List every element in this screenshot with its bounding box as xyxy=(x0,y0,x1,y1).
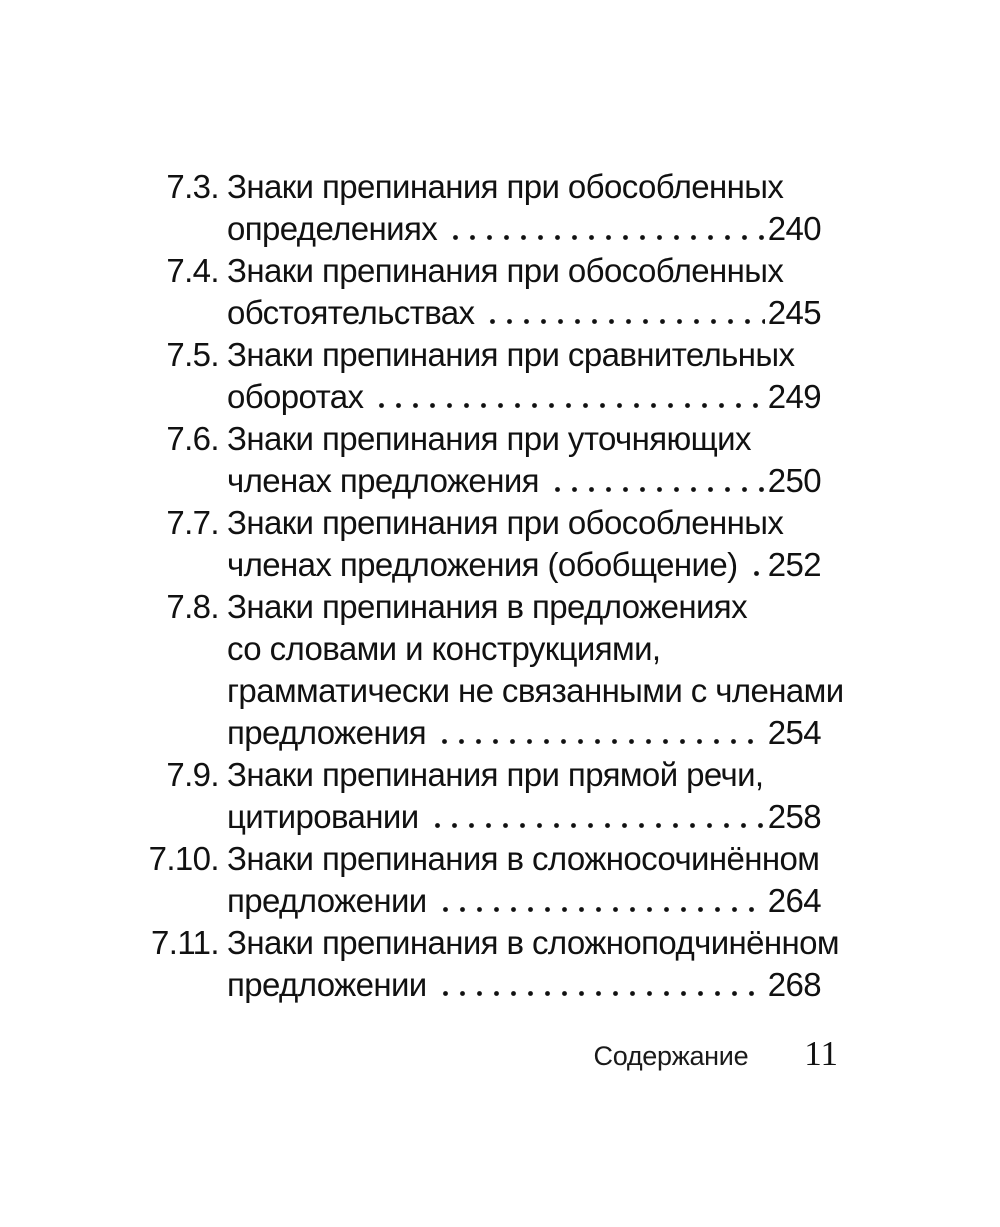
toc-entry-page-number: 264 xyxy=(767,882,821,919)
toc-list xyxy=(145,166,844,1006)
toc-entry-line xyxy=(145,712,821,754)
toc-entry-title-line: Знаки препинания при обособленных xyxy=(227,504,784,541)
toc-entry-line xyxy=(145,796,821,838)
toc-entry-title-line: предложении xyxy=(227,882,427,919)
dot-leader xyxy=(368,376,764,418)
toc-entry-line xyxy=(145,418,821,460)
toc-entry-line xyxy=(145,376,821,418)
toc-entry-page-number: 252 xyxy=(767,546,821,583)
toc-entry xyxy=(145,250,821,334)
page-footer xyxy=(0,1034,838,1074)
toc-entry-line xyxy=(145,754,821,796)
toc-entry-number: 7.3. xyxy=(166,168,219,205)
dot-leader xyxy=(431,712,765,754)
footer-page-number: 11 xyxy=(804,1034,838,1073)
dot-leader xyxy=(743,544,765,586)
toc-entry-line xyxy=(145,250,821,292)
dot-leader xyxy=(432,880,765,922)
toc-entry-number: 7.11. xyxy=(151,924,219,961)
toc-entry-line xyxy=(145,460,821,502)
dot-leader xyxy=(432,964,765,1006)
toc-entry-page-number: 250 xyxy=(767,462,821,499)
toc-entry-number: 7.5. xyxy=(166,336,219,373)
toc-entry-title-line: предложения xyxy=(227,714,427,751)
toc-entry-title-line: грамматически не связанными с членами xyxy=(227,672,844,709)
toc-entry xyxy=(145,334,821,418)
toc-entry-line xyxy=(145,586,821,628)
toc-entry-title-line: Знаки препинания в сложносочинённом xyxy=(227,840,820,877)
toc-entry xyxy=(145,166,821,250)
toc-entry-line xyxy=(145,166,821,208)
dot-leader xyxy=(442,208,765,250)
toc-entry-title-line: Знаки препинания при обособленных xyxy=(227,252,784,289)
toc-entry-line xyxy=(145,922,840,964)
toc-entry-title-line: Знаки препинания при прямой речи, xyxy=(227,756,764,793)
toc-entry-page-number: 245 xyxy=(767,294,821,331)
toc-entry-line xyxy=(145,544,821,586)
dot-leader xyxy=(479,292,764,334)
toc-entry-title-line: оборотах xyxy=(227,378,364,415)
toc-entry-page-number: 240 xyxy=(767,210,821,247)
toc-entry-number: 7.8. xyxy=(166,588,219,625)
toc-entry-page-number: 249 xyxy=(767,378,821,415)
toc-entry-number: 7.6. xyxy=(166,420,219,457)
toc-entry-title-line: членах предложения (обобщение) xyxy=(227,546,738,583)
toc-entry-number: 7.7. xyxy=(166,504,219,541)
toc-entry-line xyxy=(145,292,821,334)
toc-entry-title-line: со словами и конструкциями, xyxy=(227,630,661,667)
toc-entry-title-line: обстоятельствах xyxy=(227,294,475,331)
toc-entry-title-line: предложении xyxy=(227,966,427,1003)
toc-entry xyxy=(145,838,821,922)
toc-entry-title-line: определениях xyxy=(227,210,438,247)
dot-leader xyxy=(544,460,765,502)
toc-entry xyxy=(145,418,821,502)
dot-leader xyxy=(424,796,765,838)
toc-entry-page-number: 268 xyxy=(767,966,821,1003)
toc-entry-title-line: цитировании xyxy=(227,798,419,835)
toc-entry xyxy=(145,502,821,586)
toc-entry-title-line: Знаки препинания при обособленных xyxy=(227,168,784,205)
toc-entry-line xyxy=(145,838,821,880)
toc-entry-title-line: Знаки препинания при уточняющих xyxy=(227,420,751,457)
toc-entry-title-line: Знаки препинания в сложноподчинённом xyxy=(227,924,840,961)
toc-entry-page-number: 254 xyxy=(767,714,821,751)
toc-entry-page-number: 258 xyxy=(767,798,821,835)
footer-section-label: Содержание xyxy=(593,1041,749,1071)
toc-entry-line xyxy=(145,964,821,1006)
toc-entry-line xyxy=(145,208,821,250)
toc-entry-line xyxy=(145,334,821,376)
toc-entry-number: 7.9. xyxy=(166,756,219,793)
toc-entry-line xyxy=(145,670,844,712)
toc-entry xyxy=(145,922,840,1006)
toc-entry-number: 7.4. xyxy=(166,252,219,289)
toc-entry xyxy=(145,586,844,754)
toc-entry-line xyxy=(145,880,821,922)
toc-entry-title-line: Знаки препинания в предложениях xyxy=(227,588,747,625)
toc-entry-title-line: членах предложения xyxy=(227,462,539,499)
toc-entry-number: 7.10. xyxy=(148,840,219,877)
toc-entry-line xyxy=(145,502,821,544)
toc-entry-title-line: Знаки препинания при сравнительных xyxy=(227,336,795,373)
toc-entry-line xyxy=(145,628,821,670)
toc-entry xyxy=(145,754,821,838)
